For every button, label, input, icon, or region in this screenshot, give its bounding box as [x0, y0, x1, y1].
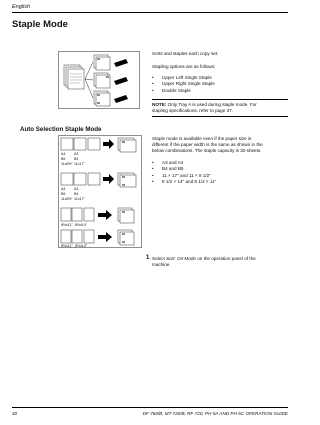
figure-label: A3: [74, 152, 79, 156]
staple-sets-illustration: [58, 51, 140, 109]
list-item: • 11 × 17" and 11 × 8 1/2": [152, 173, 216, 179]
header-rule: [12, 12, 288, 13]
step-number: 1: [146, 255, 150, 261]
step-emphasis: Sort: On Mode: [166, 256, 196, 261]
paper-combinations-list: [152, 160, 216, 186]
figure-label: 8½x14": [75, 223, 88, 227]
auto-selection-illustration: [58, 135, 142, 248]
auto-description-line: below combinations. The staple capacity is 30 sheets.: [152, 148, 262, 153]
auto-description: [152, 136, 263, 154]
figure-label: B4: [74, 157, 79, 161]
auto-description-line: different if the paper width is the same as shown in the: [152, 142, 263, 147]
figure-label: 8½x11": [61, 223, 73, 227]
subsection-title: Auto Selection Staple Mode: [20, 126, 102, 133]
note-text: stapling specifications, refer to page 37.: [152, 108, 233, 113]
figure-label: A4: [61, 152, 66, 156]
list-item: • B4 and B5: [152, 166, 216, 172]
guide-title: DF-760/B, MT-720/B, RF-720, PH-5A AND PH-5C OPERATION GUIDE: [142, 411, 288, 416]
note-label: NOTE:: [152, 102, 167, 107]
auto-description-line: Staple mode is available even if the paper size is: [152, 136, 252, 141]
sort-text: Sorts and staples each copy set.: [152, 51, 219, 56]
figure-label: B5: [61, 192, 66, 196]
footer-rule: [12, 407, 288, 408]
note-text: Only Tray A is used during staple mode. For: [167, 102, 257, 107]
list-item: • Upper Left Single Staple: [152, 75, 215, 81]
language-label: English: [12, 4, 31, 10]
figure-label: A3: [74, 187, 79, 191]
note-bottom-rule: [152, 116, 288, 117]
step-text: Select: [152, 256, 167, 261]
figure-label: 8½x14": [75, 244, 88, 248]
section-title: Staple Mode: [12, 19, 68, 30]
page-number: 40: [12, 411, 18, 416]
note-top-rule: [152, 99, 288, 100]
figure-label: 11x17": [74, 197, 85, 201]
staple-options-list: [152, 75, 215, 94]
note-block: [152, 102, 257, 114]
figure-label: 11x8½": [61, 197, 73, 201]
figure-label: B5: [61, 157, 66, 161]
options-lead: Stapling options are as follows:: [152, 64, 216, 69]
figure-label: 8½x11": [61, 244, 73, 248]
figure-label: 11x8½": [61, 162, 73, 166]
list-item: • A3 and A4: [152, 160, 216, 166]
step-text: machine.: [152, 262, 171, 267]
figure-label: 11x17": [74, 162, 85, 166]
list-item: • Upper Right Single Staple: [152, 81, 215, 87]
list-item: • 8 1/2 × 14" and 8 1/2 × 11": [152, 179, 216, 185]
figure-label: B4: [74, 192, 79, 196]
step-text: on the operation panel of the: [195, 256, 256, 261]
figure-label: A4: [61, 187, 66, 191]
list-item: • Double Staple: [152, 88, 215, 94]
